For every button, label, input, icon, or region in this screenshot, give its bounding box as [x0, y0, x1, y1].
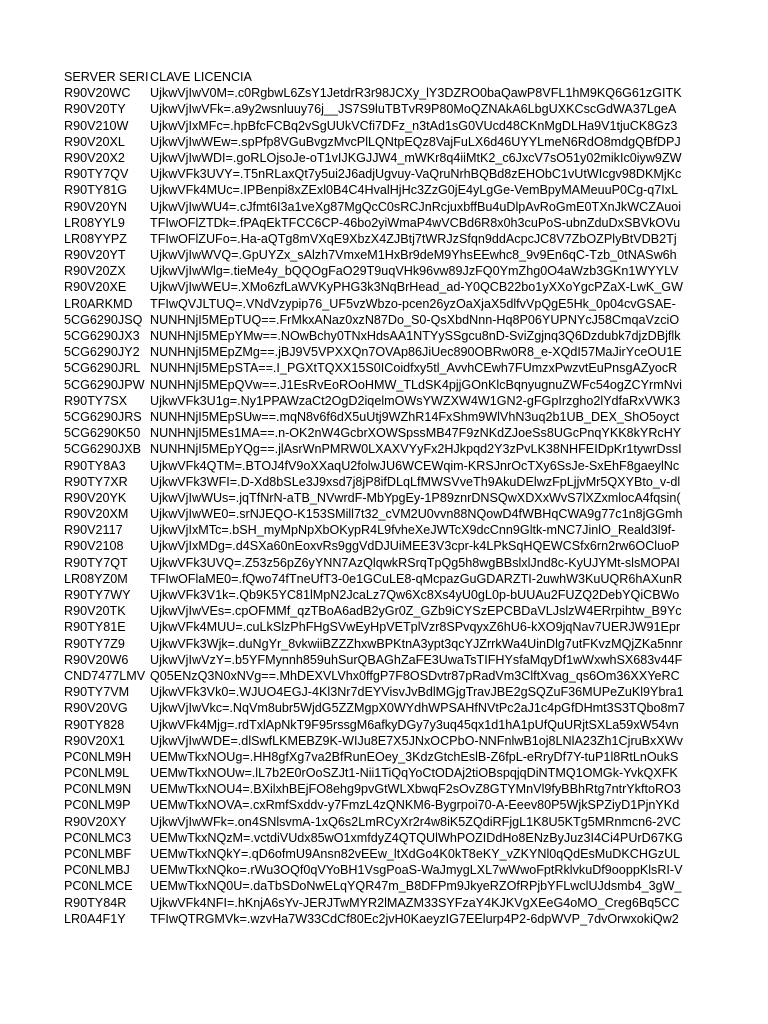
license-key-cell: TFIwOFlaME0=.fQwo74fTneUfT3-0e1GCuLE8-qMcpazGuGDARZTI-2uwhW3KuUQR6hAXunR — [150, 571, 683, 586]
table-row — [64, 797, 768, 813]
license-key-cell: NUNHNjI5MEpSUw==.mqN8v6f6dX5uUtj9WZhR14FxShm9WlVhN3uq2b1UB_DEX_ShO5oyct — [150, 409, 680, 424]
server-serial-cell: R90TY7QT — [64, 555, 128, 570]
server-serial-cell: LR08YYPZ — [64, 231, 127, 246]
table-row — [64, 393, 768, 409]
table-row — [64, 344, 768, 360]
license-key-cell: UjkwVFk3V1k=.Qb9K5YC81lMpN2JcaLz7Qw6Xc8Xs4yU0gL0p-bUUAu2FUZQ2DebYQiCBWo — [150, 588, 680, 602]
server-serial-cell: R90V20XL — [64, 134, 125, 149]
server-serial-cell: R90V20XE — [64, 280, 127, 295]
server-serial-cell: CND7477LMV — [64, 668, 146, 683]
server-serial-cell: R90V20TK — [64, 604, 126, 619]
license-key-cell: NUNHNjI5MEpZMg==.jBJ9V5VPXXQn7OVAp86JiUec890OBRw0R8_e-XQdI57MaJirYceOU1E — [150, 345, 682, 360]
server-serial-cell: 5CG6290JX3 — [64, 329, 140, 343]
license-key-cell: UjkwVjIwWDE=.dlSwfLKMEBZ9K-WIJu8E7X5JNxOCPbO-NNFnlwB1oj8LNlA23Zh1CjruBxXWv — [150, 733, 683, 748]
server-serial-cell: R90V20YT — [64, 248, 126, 263]
server-serial-cell: R90V20YK — [64, 490, 127, 505]
license-key-cell: UjkwVjIxMFc=.hpBfcFCBq2vSgUUkVCfi7DFz_n3tAd1sG0VUcd48CKnMgDLHa9V1tjuCK8Gz3 — [150, 118, 678, 133]
license-key-cell: UjkwVFk3Vk0=.WJUO4EGJ-4Kl3Nr7dEYVisvJvBdlMGjgTravJBE2gSQZuF36MUPeZuKl9Ybra1 — [150, 685, 684, 700]
server-serial-cell: LR08YZ0M — [64, 571, 128, 586]
table-row — [64, 684, 768, 700]
table-row — [64, 150, 768, 166]
server-serial-cell: R90TY7WY — [64, 588, 131, 602]
server-serial-cell: 5CG6290K50 — [64, 426, 141, 441]
table-row — [64, 717, 768, 733]
license-key-cell: UEMwTkxNOVA=.cxRmfSxddv-y7FmzL4zQNKM6-Bygrpoi70-A-Eeev80P5WjkSPZiyD1PjnYKd — [150, 798, 680, 813]
license-key-cell: TFIwQVJLTUQ=.VNdVzypip76_UF5vzWbzo-pcen26yzOaXjaX5dlfvVpQgE5Hk_0p04cvGSAE- — [150, 296, 676, 311]
server-serial-cell: R90V20XM — [64, 507, 129, 522]
table-row — [64, 458, 768, 474]
server-serial-cell: PC0NLMBJ — [64, 863, 130, 878]
license-key-cell: NUNHNjI5MEpYMw==.NOwBchy0TNxHdsAA1NTYySSgcu8nD-SviZgjnq3Q6Dzdubk7djzDBjflk — [150, 329, 681, 343]
server-serial-cell: R90TY7VM — [64, 685, 130, 700]
table-row — [64, 360, 768, 376]
license-key-cell: NUNHNjI5MEs1MA==.n-OK2nW4GcbrXOWSpssMB47F9zNKdZJoeSs8UGcPnqYKK8kYRcHY — [150, 426, 682, 441]
license-key-cell: UEMwTkxNOUg=.HH8gfXg7va2BfRunEOey_3KdzGtchEslB-Z6fpL-eRryDf7Y-tuP1l8RtLnOukS — [150, 749, 679, 764]
license-key-cell: UjkwVFk4NFI=.hKnjA6sYv-JERJTwMYR2lMAZM33SYFzaY4KJKVgXEeG4oMO_Creg6Bq5CC — [150, 895, 680, 910]
table-row — [64, 522, 768, 538]
table-row — [64, 911, 768, 927]
table-row — [64, 474, 768, 490]
table-row — [64, 231, 768, 247]
license-key-cell: UjkwVFk4QTM=.BTOJ4fV9oXXaqU2folwJU6WCEWqim-KRSJnrOcTXy6SsJe-SxEhF8gaeylNc — [150, 458, 680, 473]
table-row — [64, 700, 768, 716]
license-key-cell: UjkwVjIxMTc=.bSH_myMpNpXbOKypR4L9fvheXeJWTcX9dcCnn9Gltk-mNC7JinlO_Reald3l9f- — [150, 523, 676, 538]
license-key-cell: UjkwVFk3UVY=.T5nRLaxQt7y5ui2J6adjUgvuy-VaQruNrhBQBd8zEHObC1vUtWIcgv98DKMjKc — [150, 167, 682, 182]
server-serial-cell: R90V20ZX — [64, 264, 126, 279]
server-serial-cell: R90TY84R — [64, 895, 127, 910]
server-serial-cell: R90TY7SX — [64, 393, 127, 408]
server-serial-cell: 5CG6290JRS — [64, 409, 142, 424]
table-row — [64, 668, 768, 684]
table-row — [64, 652, 768, 668]
server-serial-cell: 5CG6290JRL — [64, 361, 141, 376]
table-row — [64, 85, 768, 101]
table-row — [64, 862, 768, 878]
server-serial-cell: R90TY828 — [64, 717, 125, 732]
license-key-cell: UEMwTkxNOUw=.lL7b2E0rOoSZJt1-Nii1TiQqYoCtODAj2tiOBspqjqDiNTMQ1OMGk-YvkQXFK — [150, 766, 678, 781]
table-row — [64, 377, 768, 393]
table-row — [64, 830, 768, 846]
server-serial-cell: LR0ARKMD — [64, 296, 133, 311]
server-serial-cell: PC0NLMC3 — [64, 830, 132, 845]
license-key-cell: UEMwTkxNQko=.rWu3OQf0qVYoBH1VsgPoaS-WaJmygLXL7wWwoFptRklvkuDf9ooppKlsRI-V — [150, 863, 683, 878]
server-serial-cell: PC0NLM9H — [64, 749, 132, 764]
license-key-cell: UjkwVFk4MUc=.IPBenpi8xZExl0B4C4HvalHjHc3ZzG0jE4yLgGe-VemBpyMAMeuuP0Cg-q7IxL — [150, 183, 679, 198]
license-key-cell: TFIwQTRGMVk=.wzvHa7W33CdCf80Ec2jvH0KaeyzIG7EElurp4P2-6dpWVP_7dvOrwxokiQw2 — [150, 911, 679, 926]
license-key-cell: NUNHNjI5MEpQVw==.J1EsRvEoROoHMW_TLdSK4pjjGOnKlcBqnyugnuZWFc54ogZCYrmNvi — [150, 377, 682, 392]
license-key-cell: NUNHNjI5MEpSTA==.I_PGXtTQXX15S0ICoidfxy5tl_AvvhCEwh7FUmzxPwzvtEuPnsgAZyocR — [150, 361, 678, 376]
license-key-cell: TFIwOFlZUFo=.Ha-aQTg8mVXqE9XbzX4ZJBtj7tWRJzSfqn9ddAcpcJC8V7ZbOZPlyBtVDB2Tj — [150, 231, 677, 246]
table-row — [64, 846, 768, 862]
table-row — [64, 263, 768, 279]
license-key-cell: UEMwTkxNQzM=.vctdiVUdx85wO1xmfdyZ4QTQUlWhPOZIDdHo8ENzByJuz3I4Ci4PUrD67KG — [150, 830, 683, 845]
server-serial-cell: LR0A4F1Y — [64, 911, 126, 926]
license-column-header: CLAVE LICENCIA — [150, 70, 252, 84]
table-row — [64, 571, 768, 587]
table-row — [64, 878, 768, 894]
server-serial-cell: 5CG6290JXB — [64, 442, 142, 457]
license-table — [64, 69, 768, 927]
table-row — [64, 619, 768, 635]
server-serial-cell: R90V20X1 — [64, 733, 125, 748]
table-row — [64, 765, 768, 781]
table-row — [64, 425, 768, 441]
license-key-cell: UjkwVjIwVFk=.a9y2wsnluuy76j__JS7S9luTBTvR9P80MoQZNAkA6LbgUXKCscGdWA37LgeA — [150, 102, 677, 117]
table-row — [64, 328, 768, 344]
table-row — [64, 781, 768, 797]
table-row — [64, 296, 768, 312]
server-serial-cell: R90V20YN — [64, 199, 128, 214]
server-serial-cell: R90V20VG — [64, 701, 128, 716]
serial-column-header: SERVER SERI — [64, 70, 149, 84]
license-key-cell: UjkwVjIwVEs=.cpOFMMf_qzTBoA6adB2yGr0Z_GZb9iCYSzEPCBDaVLJslzW4ERrpihtw_B9Yc — [150, 604, 682, 619]
table-row — [64, 895, 768, 911]
license-key-cell: UjkwVjIwVkc=.NqVm8ubr5WjdG5ZZMgpX0WYdhWPSAHfNVtPc2aJ1c4pGfDHmt3S3TQbo8m7 — [150, 701, 686, 716]
server-serial-cell: R90V210W — [64, 118, 129, 133]
server-serial-cell: R90V20TY — [64, 102, 126, 117]
license-key-cell: Q05ENzQ3N0xNVg==.MhDEXVLVhx0ffgP7F8OSDvtr87pRadVm3ClftXvag_qs6Om36XXYeRC — [150, 668, 680, 683]
license-key-cell: NUNHNjI5MEpTUQ==.FrMkxANaz0xzN87Do_S0-QsXbdNnn-Hq8P06YUPNYcJ58CmqaVzciO — [150, 312, 680, 327]
server-serial-cell: R90V20X2 — [64, 150, 125, 165]
license-key-cell: UjkwVjIwWEw=.spPfp8VGuBvgzMvcPlLQNtpEQz8VajFuLX6d46UYYLmeN6RdO8mdgQBfDPJ — [150, 134, 681, 149]
license-key-cell: UEMwTkxNQkY=.qD6ofmU9Ansn82vEEw_ltXdGo4K0kT8eKY_vZKYNl0qQdEsMuDKCHGzUL — [150, 847, 681, 861]
license-key-cell: UjkwVjIwWU4=.cJfmt6I3a1veXg87MgQcC0sRCJnRcjuxbffBu4uDlpAvRoGmE0TXnJkWCZAuoi — [150, 199, 682, 214]
table-row — [64, 603, 768, 619]
table-row — [64, 166, 768, 182]
server-serial-cell: R90TY7XR — [64, 474, 128, 489]
table-row — [64, 814, 768, 830]
license-key-cell: UjkwVjIwWDI=.goRLOjsoJe-oT1vIJKGJJW4_mWKr8q4iiMtK2_c6JxcV7sO51y02mikIc0iyw9ZW — [150, 150, 682, 165]
table-row — [64, 506, 768, 522]
table-row — [64, 101, 768, 117]
table-row — [64, 279, 768, 295]
header-row — [64, 69, 768, 85]
server-serial-cell: R90V20XY — [64, 814, 127, 829]
table-row — [64, 490, 768, 506]
server-serial-cell: R90TY7QV — [64, 167, 129, 182]
table-body — [64, 85, 768, 927]
table-row — [64, 538, 768, 554]
server-serial-cell: R90TY81G — [64, 183, 127, 198]
table-row — [64, 441, 768, 457]
license-key-cell: UjkwVFk4Mjg=.rdTxlApNkT9F95rssgM6afkyDGy7y3uq45qx1d1hA1pUfQuURjtSXLa59xW54vn — [150, 717, 679, 732]
table-row — [64, 555, 768, 571]
table-row — [64, 182, 768, 198]
license-key-cell: UjkwVFk4MUU=.cuLkSlzPhFHgSVwEyHpVETplVzr8SPvqyxZ6hU6-kXO9jqNav7UERJW91Epr — [150, 620, 681, 635]
table-row — [64, 733, 768, 749]
license-key-cell: UjkwVFk3U1g=.Ny1PPAWzaCt2OgD2iqelmOWsYWZXW4W1GN2-gFGpIrzgho2lYdfaRxVWK3 — [150, 393, 681, 408]
table-row — [64, 215, 768, 231]
license-key-cell: UjkwVjIxMDg=.d4SXa60nEoxvRs9ggVdDJUiMEE3V3cpr-k4LPkSqHQEWCSfx6rn2rw6OCluoP — [150, 539, 680, 554]
table-row — [64, 118, 768, 134]
license-key-cell: UjkwVjIwWE0=.srNJEQO-K153SMill7t32_cVM2U0vvn88NQowD4fWBHqCWA9g77c1n8jGGmh — [150, 507, 683, 522]
license-key-cell: UjkwVjIwWVQ=.GpUYZx_sAlzh7VmxeM1HxBr9deM9YhsEEwhc8_9v9En6qC-Tzb_0tNASw6h — [150, 248, 677, 263]
table-row — [64, 312, 768, 328]
license-key-cell: UjkwVFk3UVQ=.Z53z56pZ6yYNN7AzQlqwkRSrqTpQg5h8wgBBslxlJnd8c-KyUJYMt-slsMOPAI — [150, 555, 680, 570]
table-row — [64, 134, 768, 150]
server-serial-cell: R90V20WC — [64, 86, 131, 101]
license-key-cell: UEMwTkxNOU4=.BXilxhBEjFO8ehg9pvGtWLXbwqF2sOvZ8GTYMnVl9fyBBhRtg7ntrYkftoRO3 — [150, 782, 681, 797]
table-row — [64, 636, 768, 652]
server-serial-cell: 5CG6290JSQ — [64, 312, 143, 327]
license-key-cell: UjkwVFk3Wjk=.duNgYr_8vkwiiBZZZhxwBPKtnA3ypt3qcYJZrrkWa4UinDlg7utFKvzMQjZKa5nnr — [150, 636, 683, 651]
license-key-cell: UjkwVFk3WFI=.D-Xd8bSLe3J9xsd7j8jP8ifDLqLfMWSVveTh9AkuDElwzFpLjjvMr5QXYBto_v-dl — [150, 474, 681, 489]
server-serial-cell: 5CG6290JY2 — [64, 345, 140, 360]
license-key-cell: UjkwVjIwWFk=.on4SNlsvmA-1xQ6s2LmRCyXr2r4w8iK5ZQdiRFjgL1K8U5KTg5MRnmcn6-2VC — [150, 814, 681, 829]
license-key-cell: UjkwVjIwWUs=.jqTfNrN-aTB_NVwrdF-MbYpgEy-1P89znrDNSQwXDXxWvS7lXZxmlocA4fqsin( — [150, 490, 681, 505]
license-key-cell: TFIwOFlZTDk=.fPAqEkTFCC6CP-46bo2yiWmaP4wVCBd6R8x0h3cuPoS-ubnZduDxSBVkOVu — [150, 215, 681, 230]
table-row — [64, 247, 768, 263]
license-key-cell: NUNHNjI5MEpYQg==.jlAsrWnPMRW0LXAXVYyFx2HJkpqd2Y3zPvLK38NHFEIDpKr1tywrDssI — [150, 442, 682, 457]
server-serial-cell: PC0NLM9P — [64, 798, 131, 813]
server-serial-cell: PC0NLM9N — [64, 782, 132, 797]
server-serial-cell: PC0NLMCE — [64, 879, 133, 894]
table-row — [64, 587, 768, 603]
server-serial-cell: R90V2117 — [64, 523, 123, 538]
server-serial-cell: R90TY7Z9 — [64, 636, 125, 651]
license-key-cell: UjkwVjIwWlg=.tieMe4y_bQQOgFaO29T9uqVHk96vw89JzFQ0YmZhg0O4aWzb3GKn1WYYLV — [150, 264, 679, 279]
table-row — [64, 199, 768, 215]
server-serial-cell: 5CG6290JPW — [64, 377, 145, 392]
server-serial-cell: PC0NLM9L — [64, 766, 130, 781]
table-row — [64, 749, 768, 765]
license-key-cell: UjkwVjIwWEU=.XMo6zfLaWVKyPHG3k3NqBrHead_ad-Y0QCB22bo1yXXoYgcPZaX-LwK_GW — [150, 280, 683, 295]
license-key-cell: UEMwTkxNQ0U=.daTbSDoNwELqYQR47m_B8DFPm9JkyeRZOfRPjbYFLwclUJdsmb4_3gW_ — [150, 879, 682, 894]
server-serial-cell: LR08YYL9 — [64, 215, 125, 230]
license-key-cell: UjkwVjIwVzY=.b5YFMynnh859uhSurQBAGhZaFE3UwaTsTIFHYsfaMqyDf1wWxwhSX683v44F — [150, 652, 683, 667]
license-key-cell: UjkwVjIwV0M=.c0RgbwL6ZsY1JetdrR3r98JCXy_lY3DZRO0baQawP8VFL1hM9KQ6G61zGITK — [150, 86, 682, 101]
table-row — [64, 409, 768, 425]
server-serial-cell: R90TY8A3 — [64, 458, 126, 473]
server-serial-cell: R90TY81E — [64, 620, 126, 635]
server-serial-cell: PC0NLMBF — [64, 847, 132, 861]
server-serial-cell: R90V2108 — [64, 539, 124, 554]
server-serial-cell: R90V20W6 — [64, 652, 129, 667]
